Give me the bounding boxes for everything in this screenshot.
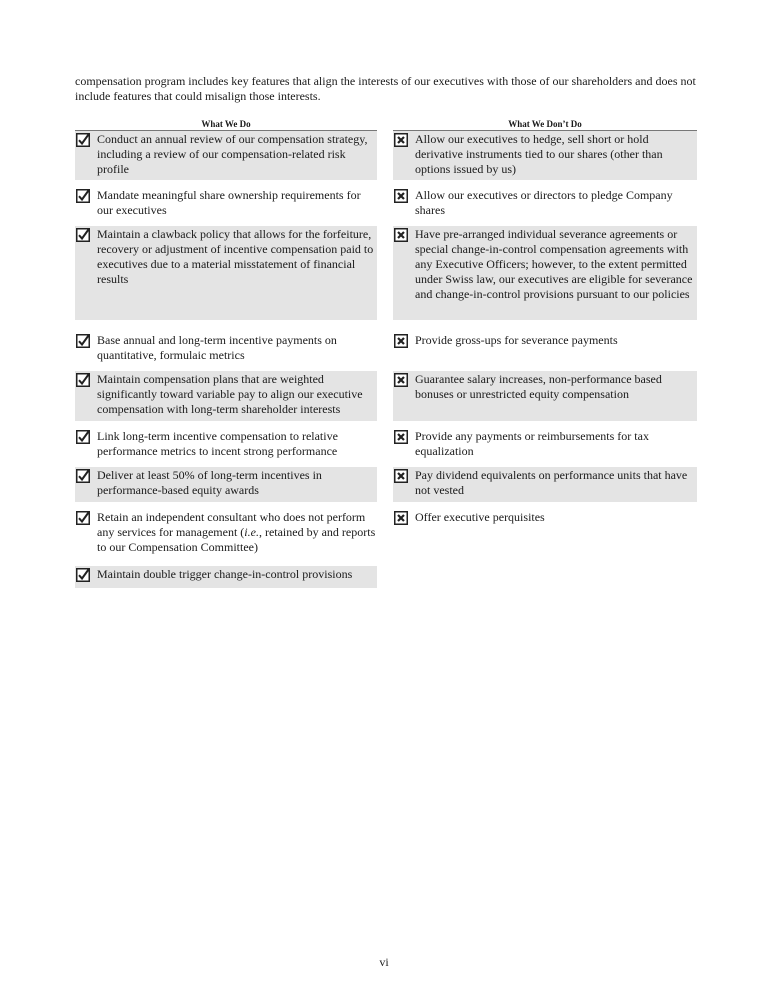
what-we-dont-do-cell (393, 467, 697, 502)
checkbox-checked-icon (76, 511, 92, 525)
checkbox-checked-icon (76, 568, 92, 582)
column-headers (75, 118, 697, 132)
table-row (75, 131, 697, 180)
practice-text-italic: i.e. (244, 525, 259, 539)
what-we-do-cell (75, 428, 377, 459)
what-we-dont-do-cell (393, 332, 697, 363)
table-row (75, 467, 697, 502)
what-we-do-cell (75, 187, 377, 218)
practice-text-part: , retained by and reports to our Compensation Committee) (97, 525, 376, 554)
table-row (75, 509, 697, 559)
practice-text (97, 510, 377, 555)
checkbox-x-icon (394, 430, 410, 444)
table-row (75, 187, 697, 218)
table-row (75, 332, 697, 363)
intro-paragraph: compensation program includes key features that align the interests of our executives with those of our shareholders and does not include features that could misalign those interests. (75, 74, 696, 103)
what-we-dont-do-cell (393, 187, 697, 218)
table-row (75, 226, 697, 320)
what-we-dont-do-cell (393, 226, 697, 320)
table-row (75, 371, 697, 421)
checkbox-checked-icon (76, 133, 92, 147)
what-we-dont-do-cell (393, 371, 697, 421)
practice-text: Conduct an annual review of our compensation strategy, including a review of our compensation-related risk profile (97, 132, 368, 176)
practice-text: Have pre-arranged individual severance agreements or special change-in-control compensation agreements with any Executive Officers; however, to the extent permitted under Swiss law, our executives are eligible for severance and change-in-control provisions pursuant to our policies (415, 227, 693, 301)
checkbox-checked-icon (76, 228, 92, 242)
practice-text: Guarantee salary increases, non-performance based bonuses or unrestricted equity compensation (415, 372, 662, 401)
checkbox-x-icon (394, 334, 410, 348)
checkbox-checked-icon (76, 334, 92, 348)
what-we-do-cell (75, 371, 377, 421)
what-we-dont-do-cell (393, 428, 697, 459)
checkbox-x-icon (394, 133, 410, 147)
checkbox-checked-icon (76, 430, 92, 444)
checkbox-checked-icon (76, 469, 92, 483)
page-number: vi (379, 955, 389, 969)
empty-cell (393, 566, 697, 588)
checkbox-x-icon (394, 511, 410, 525)
practice-text: Deliver at least 50% of long-term incentives in performance-based equity awards (97, 468, 322, 497)
practice-text-part: Retain an independent consultant who does not perform any services for management ( (97, 510, 366, 539)
what-we-do-cell (75, 226, 377, 320)
practice-text: Maintain double trigger change-in-control provisions (97, 567, 353, 581)
checkbox-checked-icon (76, 373, 92, 387)
table-row (75, 428, 697, 459)
practice-text: Mandate meaningful share ownership requirements for our executives (97, 188, 361, 217)
checkbox-x-icon (394, 228, 410, 242)
what-we-do-cell (75, 131, 377, 180)
practice-text: Pay dividend equivalents on performance units that have not vested (415, 468, 688, 497)
header-what-we-dont-do: What We Don’t Do (393, 118, 697, 131)
practice-text: Offer executive perquisites (415, 510, 545, 524)
practice-text: Provide gross-ups for severance payments (415, 333, 618, 347)
what-we-do-cell (75, 566, 377, 588)
practice-text: Maintain compensation plans that are weighted significantly toward variable pay to align our executive compensation with long-term shareholder interests (97, 372, 363, 416)
practice-text: Allow our executives or directors to pledge Company shares (415, 188, 673, 217)
practices-table (75, 131, 697, 588)
checkbox-x-icon (394, 189, 410, 203)
what-we-dont-do-cell (393, 509, 697, 559)
practice-text: Link long-term incentive compensation to relative performance metrics to incent strong performance (97, 429, 338, 458)
table-row (75, 566, 697, 588)
what-we-do-cell (75, 332, 377, 363)
practice-text: Base annual and long-term incentive payments on quantitative, formulaic metrics (97, 333, 337, 362)
what-we-do-cell (75, 509, 377, 559)
checkbox-checked-icon (76, 189, 92, 203)
header-what-we-do: What We Do (75, 118, 377, 131)
what-we-do-cell (75, 467, 377, 502)
practice-text: Maintain a clawback policy that allows for the forfeiture, recovery or adjustment of incentive compensation paid to executives due to a material misstatement of financial results (97, 227, 374, 286)
practice-text: Provide any payments or reimbursements for tax equalization (415, 429, 649, 458)
practice-text: Allow our executives to hedge, sell short or hold derivative instruments tied to our shares (other than options issued by us) (415, 132, 663, 176)
what-we-dont-do-cell (393, 131, 697, 180)
checkbox-x-icon (394, 469, 410, 483)
checkbox-x-icon (394, 373, 410, 387)
